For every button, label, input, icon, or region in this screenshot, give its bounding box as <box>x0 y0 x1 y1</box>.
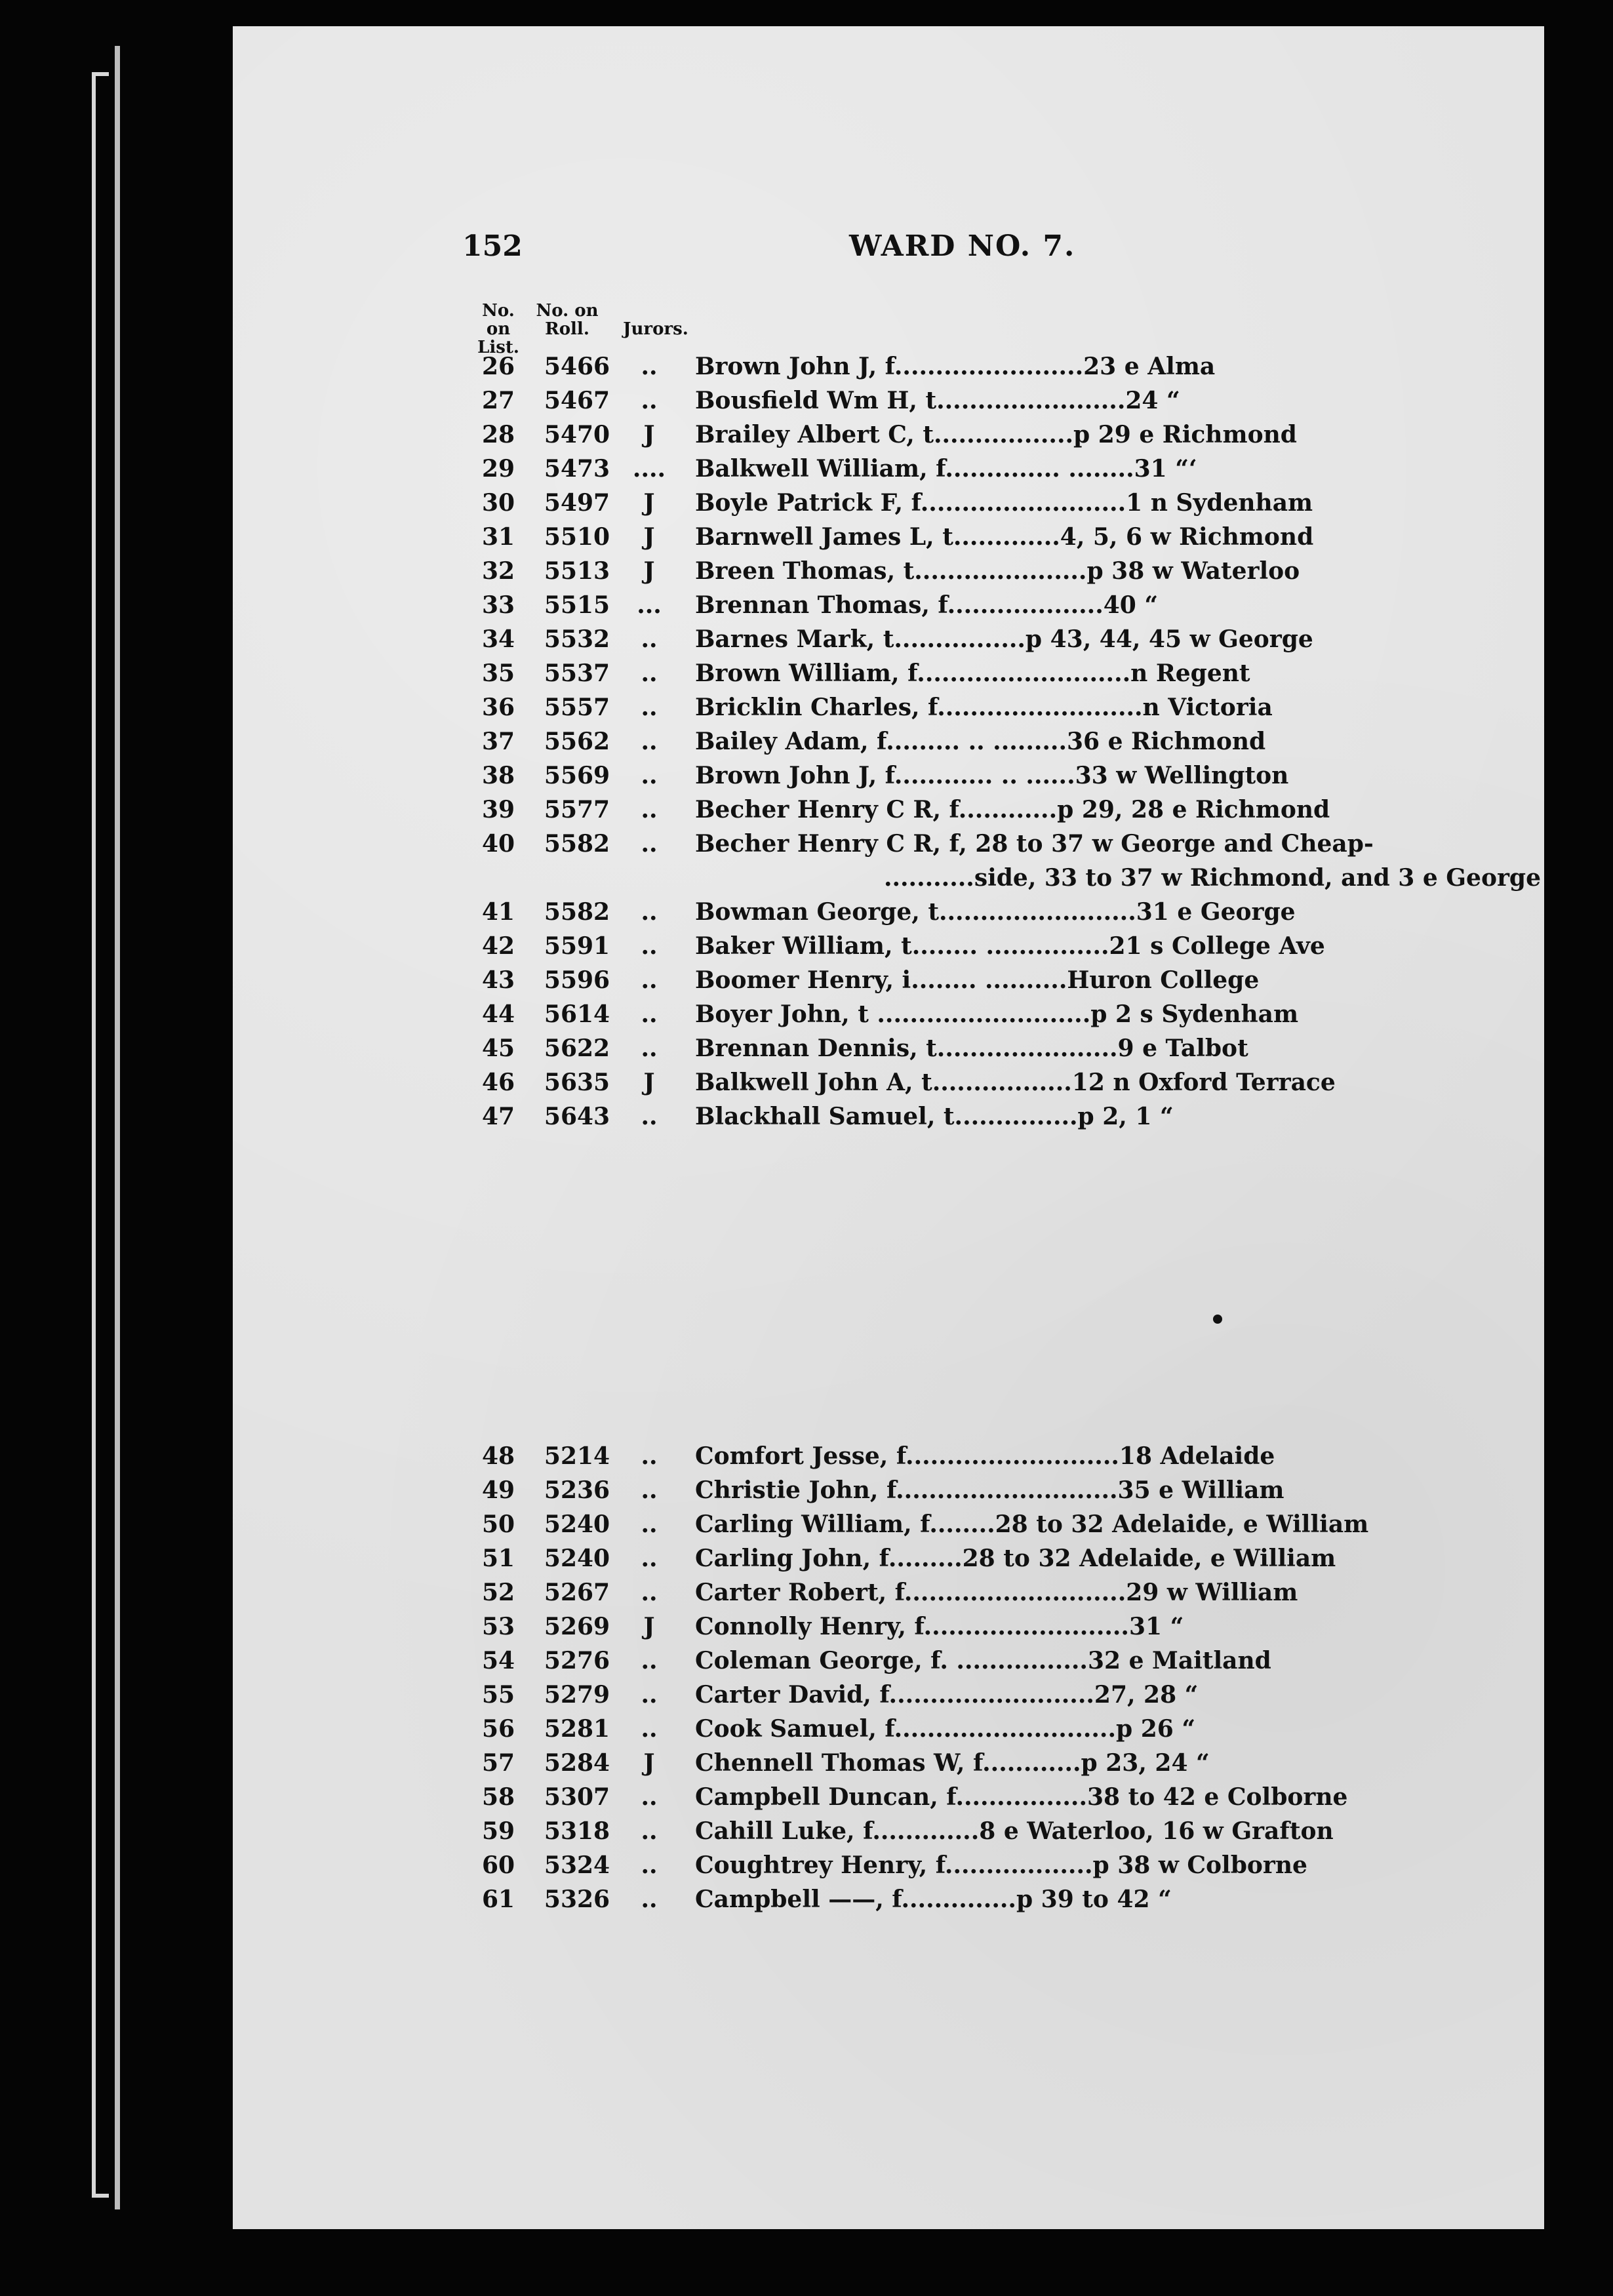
list-number: 58 <box>481 1783 515 1811</box>
table-row <box>462 489 1380 523</box>
table-row <box>462 1000 1380 1035</box>
list-number: 35 <box>481 660 515 687</box>
roll-number: 5569 <box>544 762 610 789</box>
entry-text: Comfort Jesse, f..........................18 Adelaide <box>695 1442 1275 1470</box>
entry-text: Bailey Adam, f......... .. .........36 e Richmond <box>695 728 1266 755</box>
roll-number: 5470 <box>544 421 610 448</box>
table-row <box>462 1476 1380 1511</box>
entry-text: Balkwell John A, t.................12 n Oxford Terrace <box>695 1069 1336 1096</box>
list-number: 48 <box>481 1442 515 1470</box>
table-row <box>462 1886 1380 1920</box>
table-row <box>462 796 1380 830</box>
table-row <box>462 966 1380 1000</box>
juror-mark: .. <box>641 1851 658 1879</box>
entry-text: Coughtrey Henry, f..................p 38 w Colborne <box>695 1851 1307 1879</box>
juror-mark: .... <box>632 455 666 483</box>
list-number: 51 <box>481 1545 515 1572</box>
list-number: 49 <box>481 1476 515 1504</box>
table-row <box>462 1442 1380 1476</box>
entry-text-continuation: ...........side, 33 to 37 w Richmond, and 3 e George <box>883 864 1541 892</box>
roll-number: 5582 <box>544 898 610 926</box>
list-number: 57 <box>481 1749 515 1777</box>
entry-text: Brennan Dennis, t......................9 e Talbot <box>695 1035 1248 1062</box>
roll-number: 5497 <box>544 489 610 517</box>
entry-text: Brailey Albert C, t.................p 29 e Richmond <box>695 421 1297 448</box>
juror-mark: J <box>643 489 655 517</box>
entry-text: Carling John, f.........28 to 32 Adelaide, e William <box>695 1545 1336 1572</box>
juror-mark: .. <box>641 387 658 414</box>
roll-number: 5269 <box>544 1613 610 1640</box>
juror-mark: J <box>643 523 655 551</box>
list-number: 40 <box>481 830 515 858</box>
list-number: 34 <box>481 625 515 653</box>
roll-number: 5510 <box>544 523 610 551</box>
juror-mark: .. <box>641 898 658 926</box>
entry-text: Becher Henry C R, f............p 29, 28 e Richmond <box>695 796 1330 823</box>
list-number: 26 <box>481 353 515 380</box>
juror-mark: J <box>643 1613 655 1640</box>
roll-number: 5279 <box>544 1681 610 1709</box>
roll-number: 5236 <box>544 1476 610 1504</box>
roll-number: 5240 <box>544 1545 610 1572</box>
list-number: 33 <box>481 591 515 619</box>
document-page <box>233 26 1544 2229</box>
list-number: 56 <box>481 1715 515 1743</box>
entry-text: Bricklin Charles, f.........................n Victoria <box>695 694 1273 721</box>
list-number: 54 <box>481 1647 515 1674</box>
table-row <box>462 353 1380 387</box>
list-number: 46 <box>481 1069 515 1096</box>
juror-mark: .. <box>641 1715 658 1743</box>
juror-mark: .. <box>641 1545 658 1572</box>
entry-text: Connolly Henry, f.........................31 “ <box>695 1613 1184 1640</box>
list-number: 43 <box>481 966 515 994</box>
table-row <box>462 1715 1380 1749</box>
juror-mark: .. <box>641 660 658 687</box>
table-row <box>462 762 1380 796</box>
juror-mark: J <box>643 557 655 585</box>
roll-number: 5513 <box>544 557 610 585</box>
entry-text: Christie John, f...........................35 e William <box>695 1476 1284 1504</box>
roll-number: 5318 <box>544 1817 610 1845</box>
roll-number: 5614 <box>544 1000 610 1028</box>
juror-mark: .. <box>641 1035 658 1062</box>
entry-text: Chennell Thomas W, f............p 23, 24 “ <box>695 1749 1210 1777</box>
roll-number: 5276 <box>544 1647 610 1674</box>
juror-mark: .. <box>641 1511 658 1538</box>
list-number: 59 <box>481 1817 515 1845</box>
roll-number: 5307 <box>544 1783 610 1811</box>
juror-mark: .. <box>641 1886 658 1913</box>
juror-mark: J <box>643 1069 655 1096</box>
page-binding-rule <box>115 46 120 2209</box>
juror-mark: .. <box>641 1783 658 1811</box>
table-row <box>462 1545 1380 1579</box>
entry-text: Carter David, f.........................27, 28 “ <box>695 1681 1199 1709</box>
juror-mark: .. <box>641 1817 658 1845</box>
table-row <box>462 1681 1380 1715</box>
list-number: 31 <box>481 523 515 551</box>
table-row <box>462 898 1380 932</box>
entry-text: Breen Thomas, t.....................p 38 w Waterloo <box>695 557 1300 585</box>
juror-mark: ... <box>637 591 662 619</box>
entry-text: Coleman George, f. ................32 e Maitland <box>695 1647 1271 1674</box>
roll-number: 5467 <box>544 387 610 414</box>
entry-text: Brown William, f..........................n Regent <box>695 660 1250 687</box>
column-header-list-number: No. on List. <box>477 301 519 357</box>
list-number: 41 <box>481 898 515 926</box>
entry-text: Cook Samuel, f...........................p 26 “ <box>695 1715 1196 1743</box>
juror-mark: .. <box>641 1476 658 1504</box>
list-number: 28 <box>481 421 515 448</box>
list-number: 50 <box>481 1511 515 1538</box>
table-row <box>462 660 1380 694</box>
page-number: 152 <box>462 229 523 263</box>
list-number: 45 <box>481 1035 515 1062</box>
list-number: 32 <box>481 557 515 585</box>
table-row <box>462 1647 1380 1681</box>
entry-text: Campbell ——, f..............p 39 to 42 “ <box>695 1886 1172 1913</box>
table-row <box>462 1103 1380 1137</box>
entry-text: Blackhall Samuel, t...............p 2, 1 “ <box>695 1103 1174 1130</box>
entry-text: Boyer John, t ..........................p 2 s Sydenham <box>695 1000 1299 1028</box>
roll-number: 5532 <box>544 625 610 653</box>
juror-mark: .. <box>641 1442 658 1470</box>
list-number: 44 <box>481 1000 515 1028</box>
list-number: 55 <box>481 1681 515 1709</box>
roll-number: 5643 <box>544 1103 610 1130</box>
list-number: 42 <box>481 932 515 960</box>
page-binding-edge <box>92 72 109 2198</box>
entry-text: Brennan Thomas, f...................40 “ <box>695 591 1159 619</box>
list-number: 47 <box>481 1103 515 1130</box>
roll-number: 5582 <box>544 830 610 858</box>
entry-text: Brown John J, f............ .. ......33 w Wellington <box>695 762 1289 789</box>
voter-list-section-c <box>462 1442 1380 1920</box>
entry-text: Carter Robert, f...........................29 w William <box>695 1579 1298 1606</box>
roll-number: 5214 <box>544 1442 610 1470</box>
juror-mark: .. <box>641 728 658 755</box>
juror-mark: .. <box>641 694 658 721</box>
table-row <box>462 728 1380 762</box>
table-row <box>462 1817 1380 1851</box>
roll-number: 5240 <box>544 1511 610 1538</box>
page-header <box>462 229 1367 288</box>
roll-number: 5562 <box>544 728 610 755</box>
juror-mark: .. <box>641 625 658 653</box>
entry-text: Bousfield Wm H, t.......................24 “ <box>695 387 1180 414</box>
entry-text: Cahill Luke, f.............8 e Waterloo, 16 w Grafton <box>695 1817 1334 1845</box>
list-number: 36 <box>481 694 515 721</box>
roll-number: 5557 <box>544 694 610 721</box>
table-row <box>462 523 1380 557</box>
table-row <box>462 421 1380 455</box>
juror-mark: .. <box>641 1647 658 1674</box>
list-number: 52 <box>481 1579 515 1606</box>
table-row <box>462 694 1380 728</box>
juror-mark: .. <box>641 762 658 789</box>
list-number: 38 <box>481 762 515 789</box>
entry-text: Baker William, t........ ...............21 s College Ave <box>695 932 1325 960</box>
roll-number: 5591 <box>544 932 610 960</box>
entry-text: Brown John J, f.......................23 e Alma <box>695 353 1216 380</box>
table-row <box>462 1069 1380 1103</box>
entry-text: Barnes Mark, t................p 43, 44, 45 w George <box>695 625 1313 653</box>
roll-number: 5635 <box>544 1069 610 1096</box>
entry-text: Boyle Patrick F, f.........................1 n Sydenham <box>695 489 1313 517</box>
entry-text: Barnwell James L, t.............4, 5, 6 w Richmond <box>695 523 1314 551</box>
juror-mark: .. <box>641 1681 658 1709</box>
list-number: 29 <box>481 455 515 483</box>
column-header-roll-number: No. on Roll. <box>536 301 599 339</box>
page-title: WARD NO. 7. <box>849 229 1076 263</box>
list-number: 27 <box>481 387 515 414</box>
entry-text: Balkwell William, f.............. ........31 “‘ <box>695 455 1197 483</box>
voter-list-section-b <box>462 353 1541 1137</box>
table-row <box>462 1783 1380 1817</box>
list-number: 61 <box>481 1886 515 1913</box>
ink-speck <box>1213 1315 1222 1324</box>
juror-mark: .. <box>641 932 658 960</box>
column-header-jurors: Jurors. <box>623 319 688 339</box>
list-number: 30 <box>481 489 515 517</box>
juror-mark: .. <box>641 1579 658 1606</box>
roll-number: 5281 <box>544 1715 610 1743</box>
table-row <box>462 1749 1380 1783</box>
list-number: 37 <box>481 728 515 755</box>
table-row <box>462 1579 1380 1613</box>
juror-mark: .. <box>641 353 658 380</box>
table-row-continuation <box>462 864 1541 898</box>
roll-number: 5515 <box>544 591 610 619</box>
list-number: 39 <box>481 796 515 823</box>
entry-text: Becher Henry C R, f, 28 to 37 w George and Cheap- <box>695 830 1374 858</box>
roll-number: 5577 <box>544 796 610 823</box>
juror-mark: J <box>643 421 655 448</box>
table-row <box>462 1613 1380 1647</box>
table-row <box>462 932 1380 966</box>
roll-number: 5466 <box>544 353 610 380</box>
juror-mark: .. <box>641 830 658 858</box>
roll-number: 5537 <box>544 660 610 687</box>
entry-text: Boomer Henry, i........ ..........Huron College <box>695 966 1260 994</box>
table-row <box>462 1035 1380 1069</box>
table-row <box>462 1511 1380 1545</box>
roll-number: 5622 <box>544 1035 610 1062</box>
list-number: 60 <box>481 1851 515 1879</box>
entry-text: Carling William, f........28 to 32 Adelaide, e William <box>695 1511 1369 1538</box>
juror-mark: .. <box>641 966 658 994</box>
table-row <box>462 591 1380 625</box>
juror-mark: .. <box>641 796 658 823</box>
juror-mark: .. <box>641 1103 658 1130</box>
juror-mark: .. <box>641 1000 658 1028</box>
table-row <box>462 455 1380 489</box>
roll-number: 5473 <box>544 455 610 483</box>
entry-text: Bowman George, t........................31 e George <box>695 898 1296 926</box>
roll-number: 5284 <box>544 1749 610 1777</box>
entry-text: Campbell Duncan, f................38 to 42 e Colborne <box>695 1783 1348 1811</box>
roll-number: 5267 <box>544 1579 610 1606</box>
roll-number: 5596 <box>544 966 610 994</box>
table-row <box>462 1851 1380 1886</box>
roll-number: 5326 <box>544 1886 610 1913</box>
table-row <box>462 830 1380 864</box>
table-row <box>462 625 1380 660</box>
juror-mark: J <box>643 1749 655 1777</box>
list-number: 53 <box>481 1613 515 1640</box>
roll-number: 5324 <box>544 1851 610 1879</box>
table-row <box>462 387 1380 421</box>
table-row <box>462 557 1380 591</box>
